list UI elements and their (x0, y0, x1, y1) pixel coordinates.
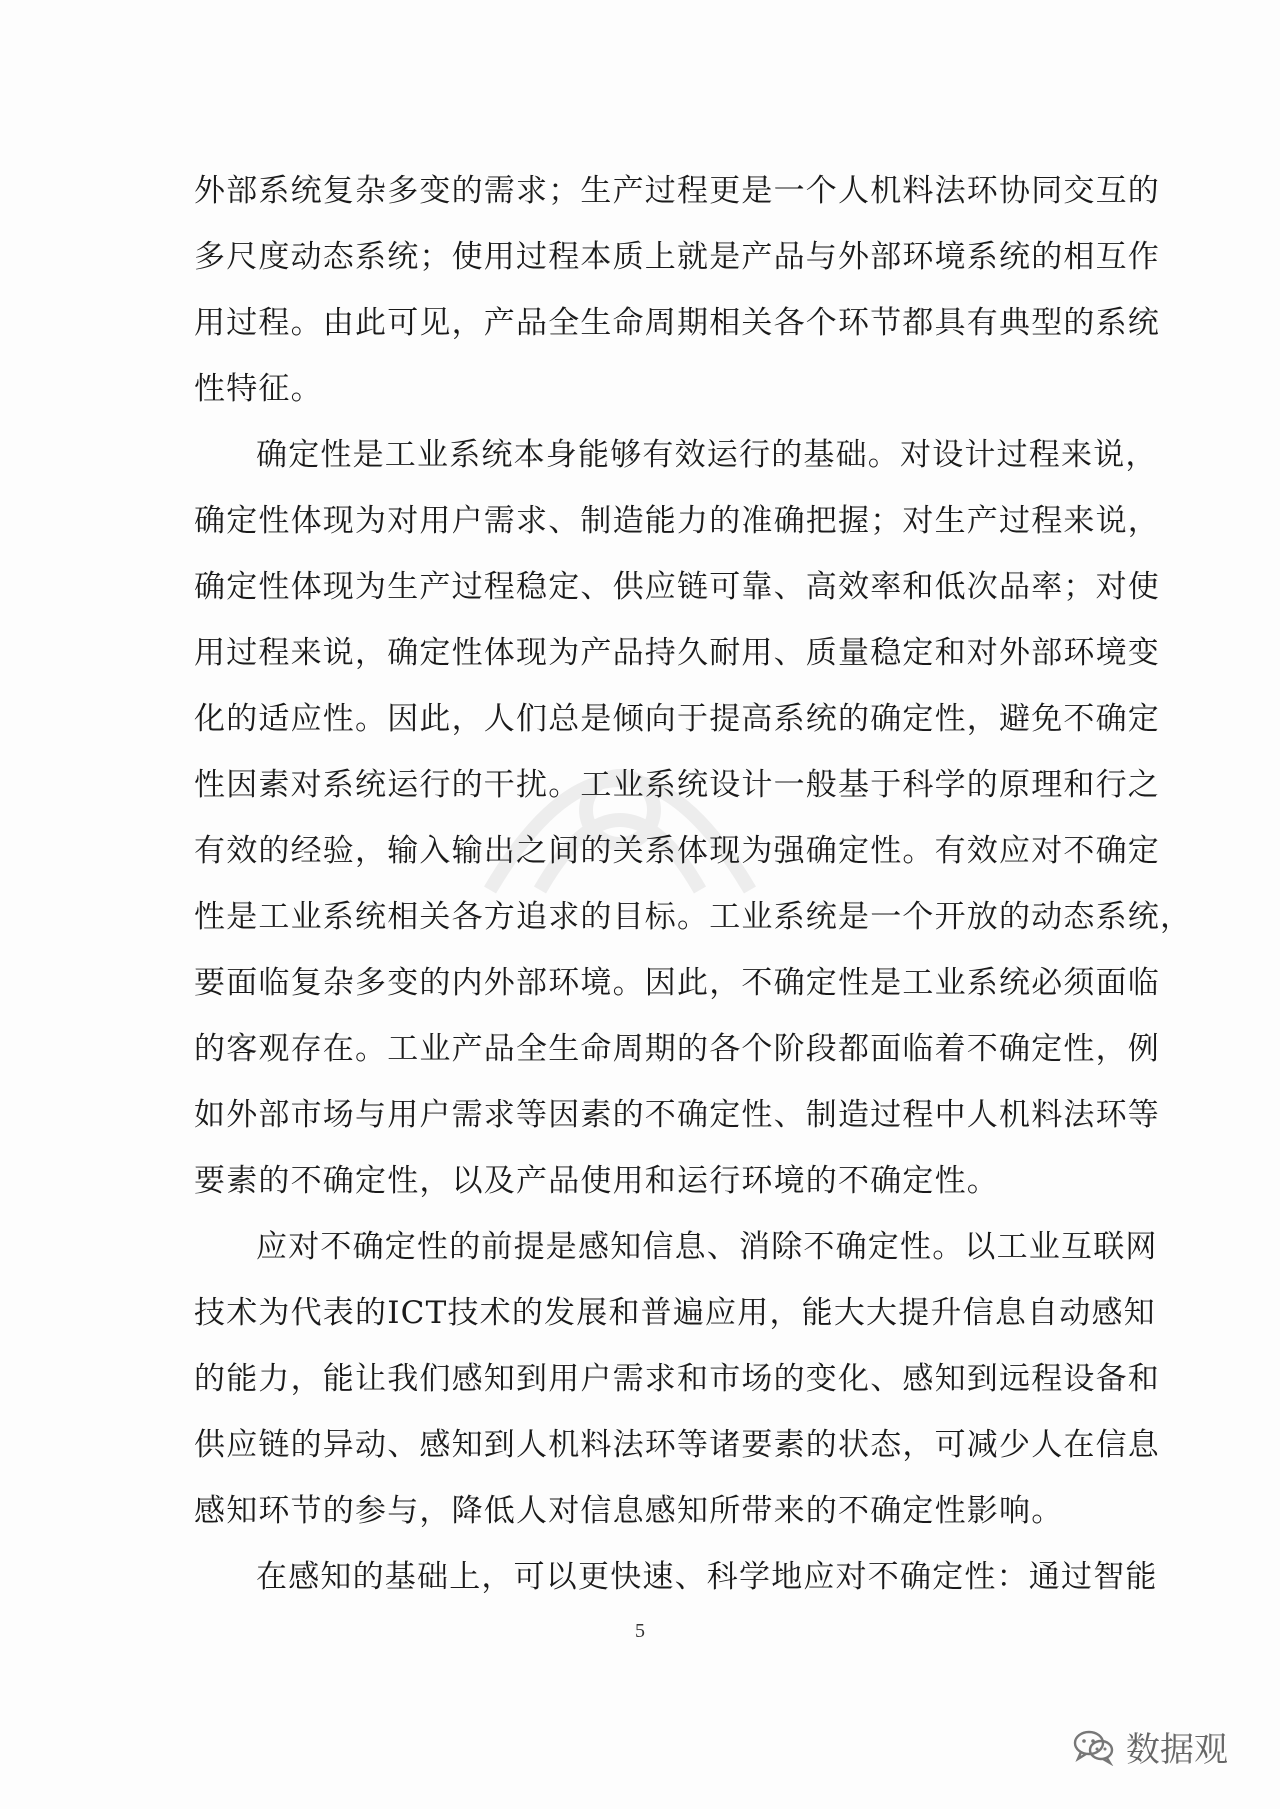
text-line: 感知环节的参与，降低人对信息感知所带来的不确定性影响。 (194, 1493, 1064, 1529)
account-name: 数据观 (1126, 1730, 1228, 1770)
text-line: 的能力，能让我们感知到用户需求和市场的变化、感知到远程设备和 (194, 1361, 1160, 1397)
text-line: 确定性体现为对用户需求、制造能力的准确把握；对生产过程来说， (194, 503, 1160, 539)
text-line: 多尺度动态系统；使用过程本质上就是产品与外部环境系统的相互作 (194, 239, 1160, 275)
text-line: 如外部市场与用户需求等因素的不确定性、制造过程中人机料法环等 (194, 1097, 1160, 1133)
text-line: 性是工业系统相关各方追求的目标。工业系统是一个开放的动态系统， (194, 899, 1193, 935)
text-line: 性因素对系统运行的干扰。工业系统设计一般基于科学的原理和行之 (194, 767, 1160, 803)
text-line: 性特征。 (194, 371, 323, 407)
page-number: 5 (635, 1620, 645, 1642)
text-line: 有效的经验，输入输出之间的关系体现为强确定性。有效应对不确定 (194, 833, 1160, 869)
text-line: 外部系统复杂多变的需求；生产过程更是一个人机料法环协同交互的 (194, 173, 1160, 209)
paragraph-first-line: 在感知的基础上，可以更快速、科学地应对不确定性：通过智能 (256, 1559, 1158, 1595)
text-line: 供应链的异动、感知到人机料法环等诸要素的状态，可减少人在信息 (194, 1427, 1160, 1463)
wechat-icon (1072, 1728, 1116, 1766)
text-line: 化的适应性。因此，人们总是倾向于提高系统的确定性，避免不确定 (194, 701, 1160, 737)
text-line: 要面临复杂多变的内外部环境。因此，不确定性是工业系统必须面临 (194, 965, 1160, 1001)
text-line: 用过程。由此可见，产品全生命周期相关各个环节都具有典型的系统 (194, 305, 1160, 341)
wechat-account-watermark (1072, 1722, 1228, 1771)
body-text (194, 158, 1193, 1610)
text-line: 确定性体现为生产过程稳定、供应链可靠、高效率和低次品率；对使 (194, 569, 1160, 605)
text-line: 用过程来说，确定性体现为产品持久耐用、质量稳定和对外部环境变 (194, 635, 1160, 671)
text-line: 要素的不确定性，以及产品使用和运行环境的不确定性。 (194, 1163, 999, 1199)
paragraph-first-line: 应对不确定性的前提是感知信息、消除不确定性。以工业互联网 (256, 1229, 1158, 1265)
text-line: 技术为代表的ICT技术的发展和普遍应用，能大大提升信息自动感知 (194, 1295, 1156, 1331)
text-line: 的客观存在。工业产品全生命周期的各个阶段都面临着不确定性，例 (194, 1031, 1160, 1067)
paragraph-first-line: 确定性是工业系统本身能够有效运行的基础。对设计过程来说， (256, 437, 1158, 473)
